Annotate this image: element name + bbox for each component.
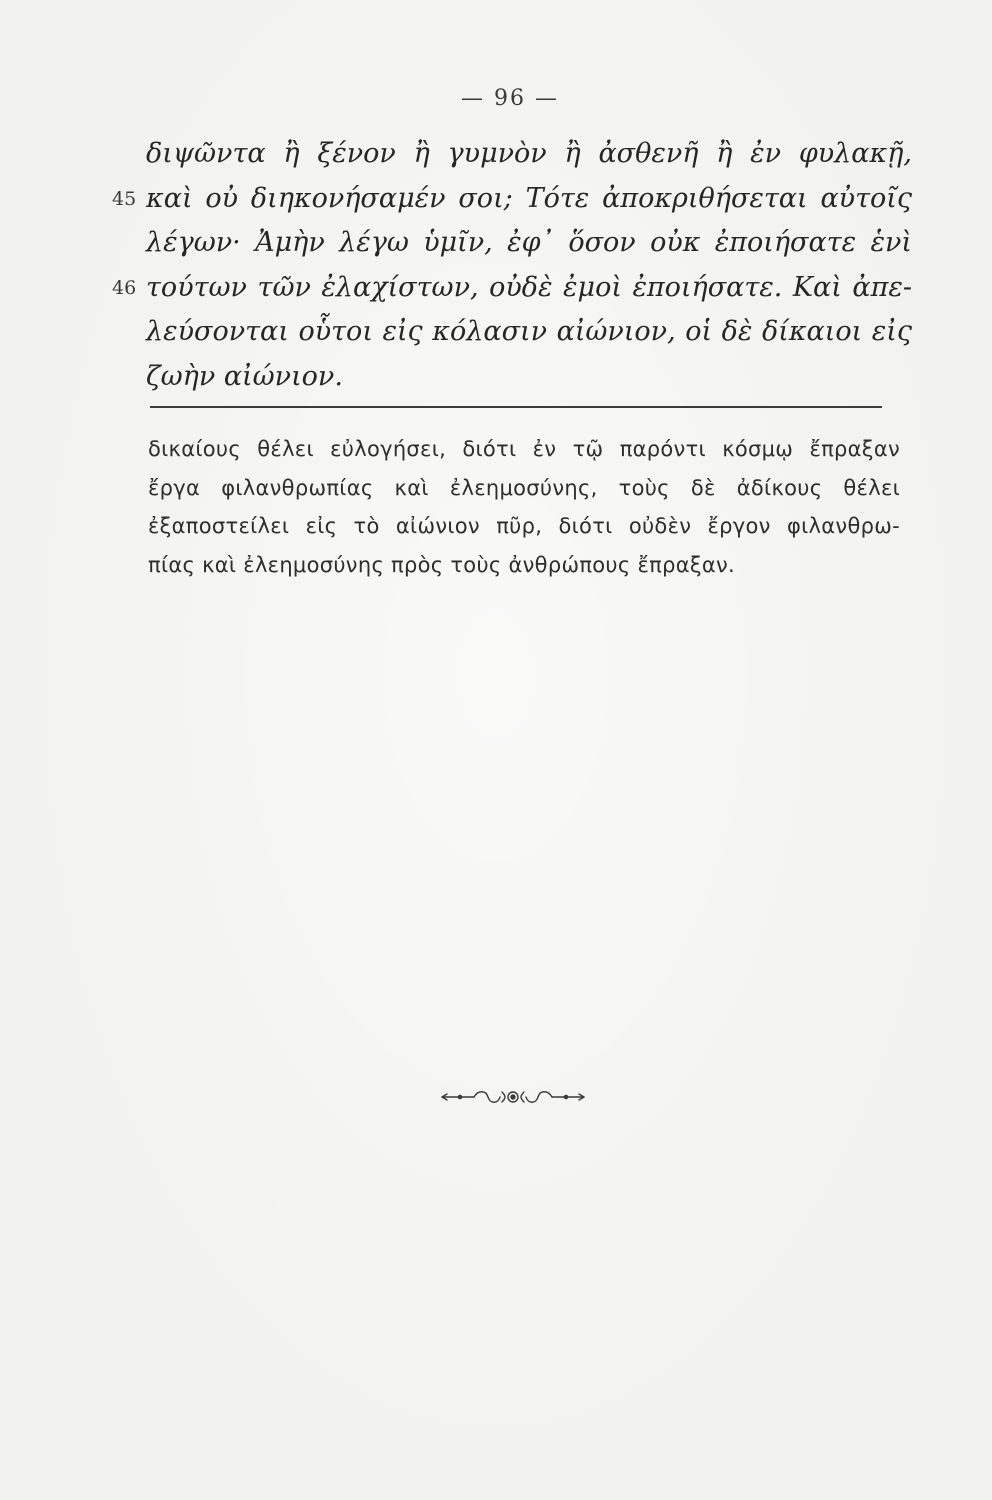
verse-line-text: καὶ οὐ διηκονήσαμέν σοι; Τότε ἀποκριθήσεται αὐτοῖς	[146, 182, 912, 214]
footnote-block	[148, 430, 900, 584]
verse-line	[112, 177, 912, 222]
verse-line	[112, 355, 912, 400]
verse-line	[112, 266, 912, 311]
decorative-vignette-icon	[440, 1086, 586, 1108]
footnote-line: ἔργα φιλανθρωπίας καὶ ἐλεημοσύνης, τοὺς δὲ ἀδίκους θέλει	[148, 475, 900, 500]
verse-number: 45	[112, 187, 137, 210]
footnote-separator-rule	[150, 406, 882, 408]
verse-text-block	[112, 132, 912, 399]
footnote-line: δικαίους θέλει εὐλογήσει, διότι ἐν τῷ παρόντι κόσμῳ ἔπραξαν	[148, 437, 900, 461]
verse-number: 46	[112, 276, 137, 299]
verse-line-text: διψῶντα ἢ ξένον ἢ γυμνὸν ἢ ἀσθενῆ ἢ ἐν φυλακῇ,	[146, 138, 912, 169]
verse-line	[112, 132, 912, 177]
page-number: — 96 —	[461, 86, 559, 111]
verse-line-text: τούτων τῶν ἐλαχίστων, οὐδὲ ἐμοὶ ἐποιήσατε. Καὶ ἀπε-	[146, 271, 912, 303]
verse-line-text: λεύσονται οὗτοι εἰς κόλασιν αἰώνιον, οἱ δὲ δίκαιοι εἰς	[146, 316, 912, 347]
verse-line-text: λέγων· Ἀμὴν λέγω ὑμῖν, ἐφ᾽ ὅσον οὐκ ἐποιήσατε ἑνὶ	[146, 227, 912, 258]
verse-line-text: ζωὴν αἰώνιον.	[146, 360, 343, 392]
footnote-line: πίας καὶ ἐλεημοσύνης πρὸς τοὺς ἀνθρώπους ἔπραξαν.	[148, 552, 736, 577]
footnote-line: ἐξαποστείλει εἰς τὸ αἰώνιον πῦρ, διότι οὐδὲν ἔργον φιλανθρω-	[148, 514, 900, 538]
verse-line	[112, 310, 912, 355]
verse-line	[112, 221, 912, 266]
